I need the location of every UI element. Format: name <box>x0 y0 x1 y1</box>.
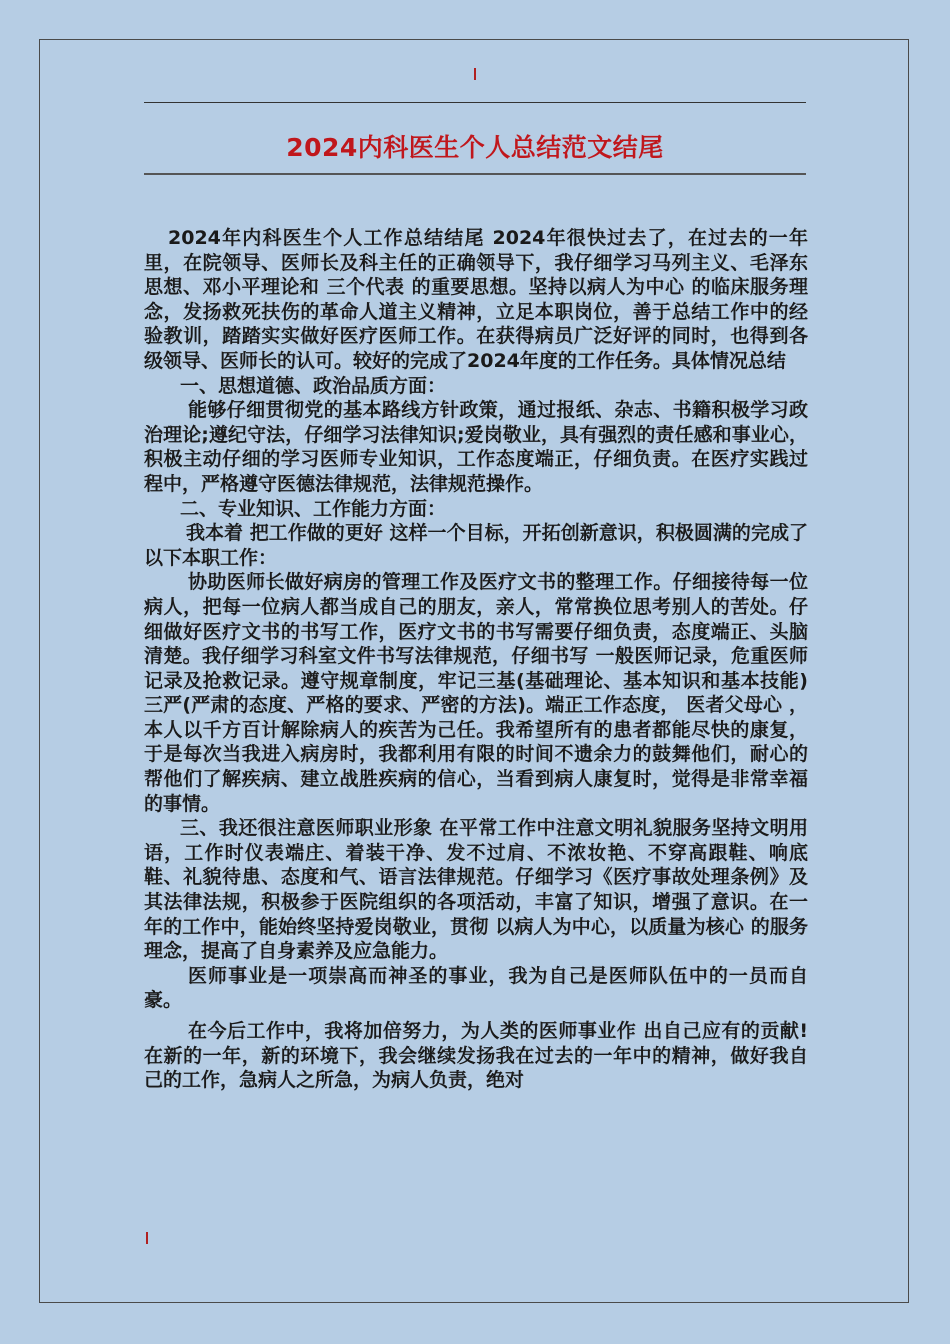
header-mark <box>474 68 476 80</box>
footer-mark <box>146 1232 148 1244</box>
paragraph-closing-2: 在今后工作中，我将加倍努力，为人类的医师事业作 出自己应有的贡献!在新的一年，新的环境下，我会继续发扬我在过去的一年中的精神，做好我自己的工作，急病人之所急，为病人负责，绝对 <box>144 1020 808 1092</box>
paragraph-section-3: 三、我还很注意医师职业形象 在平常工作中注意文明礼貌服务坚持文明用语，工作时仪表端庄、着装干净、发不过肩、不浓妆艳、不穿高跟鞋、响底鞋、礼貌待患、态度和气、语言法律规范。仔细学习《医疗事故处理条例》及其法律法规，积极参于医院组织的各项活动，丰富了知识，增强了意识。在一年的工作中，能始终坚持爱岗敬业，贯彻 以病人为中心，以质量为核心 的服务理念，提高了自身素养及应急能力。 <box>144 817 808 963</box>
document-body <box>144 226 808 1093</box>
paragraph-intro: 2024年内科医生个人工作总结结尾 2024年很快过去了，在过去的一年里，在院领导、医师长及科主任的正确领导下，我仔细学习马列主义、毛泽东思想、邓小平理论和 三个代表 的重要思想。坚持以病人为中心 的临床服务理念，发扬救死扶伤的革命人道主义精神，立足本职岗位，善于总结工作中的经验教训，踏踏实实做好医疗医师工作。在获得病员广泛好评的同时，也得到各级领导、医师长的认可。较好的完成了2024年度的工作任务。具体情况总结 <box>144 227 808 372</box>
paragraph-section-2-intro: 我本着 把工作做的更好 这样一个目标，开拓创新意识，积极圆满的完成了以下本职工作： <box>144 522 808 569</box>
document-title: 2024内科医生个人总结范文结尾 <box>286 133 664 162</box>
title-underline <box>144 173 806 175</box>
paragraph-section-1: 能够仔细贯彻党的基本路线方针政策，通过报纸、杂志、书籍积极学习政治理论;遵纪守法，仔细学习法律知识;爱岗敬业，具有强烈的责任感和事业心，积极主动仔细的学习医师专业知识，工作态度端正，仔细负责。在医疗实践过程中，严格遵守医德法律规范，法律规范操作。 <box>144 399 808 495</box>
paragraph-section-2-body: 协助医师长做好病房的管理工作及医疗文书的整理工作。仔细接待每一位病人，把每一位病人都当成自己的朋友，亲人，常常换位思考别人的苦处。仔细做好医疗文书的书写工作，医疗文书的书写需要仔细负责，态度端正、头脑清楚。我仔细学习科室文件书写法律规范，仔细书写 一般医师记录，危重医师记录及抢救记录。遵守规章制度，牢记三基(基础理论、基本知识和基本技能) 三严(严肃的态度、严格的要求、严密的方法)。端正工作态度， 医者父母心 ，本人以千方百计解除病人的疾苦为己任。我希望所有的患者都能尽快的康复，于是每次当我进入病房时，我都利用有限的时间不遗余力的鼓舞他们，耐心的帮他们了解疾病、建立战胜疾病的信心，当看到病人康复时，觉得是非常幸福的事情。 <box>144 571 808 815</box>
header-rule <box>144 102 806 103</box>
heading-section-2: 二、专业知识、工作能力方面： <box>180 497 447 520</box>
paragraph-closing-1: 医师事业是一项崇高而神圣的事业，我为自己是医师队伍中的一员而自豪。 <box>144 964 808 1012</box>
heading-section-1: 一、思想道德、政治品质方面： <box>180 374 447 397</box>
